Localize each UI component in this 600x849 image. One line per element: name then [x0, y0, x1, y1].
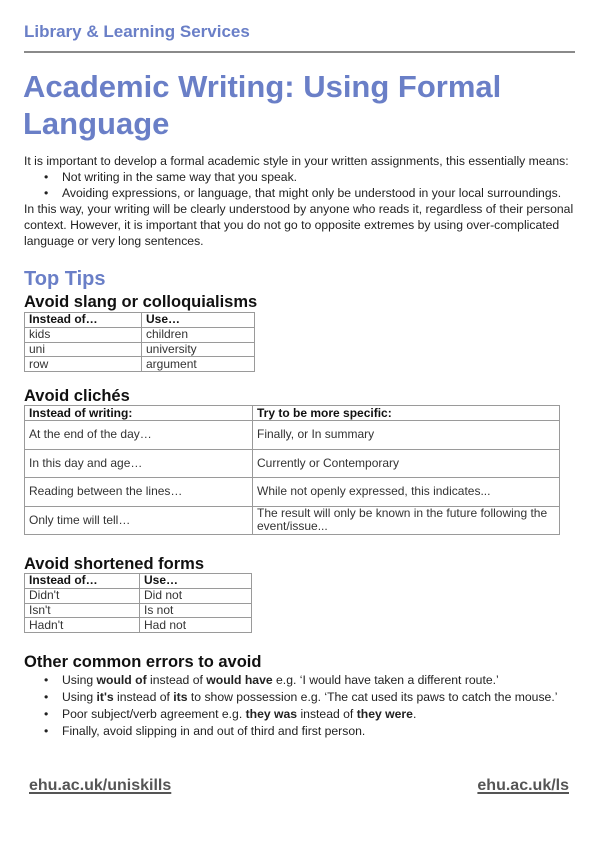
table-row	[25, 357, 255, 372]
table-cell: Hadn't	[25, 618, 140, 633]
table-header-cell: Instead of…	[25, 574, 140, 589]
table-header-cell: Instead of…	[25, 313, 142, 328]
error-text: to show possession e.g. ‘The cat used its paws to catch the mouse.’	[187, 690, 558, 704]
table-header-cell: Use…	[142, 313, 255, 328]
top-tips-heading: Top Tips	[24, 268, 106, 290]
brand-header: Library & Learning Services	[24, 22, 250, 41]
table-row	[25, 588, 252, 603]
error-text: e.g. ‘I would have taken a different route.’	[272, 673, 499, 687]
table-cell: argument	[142, 357, 255, 372]
table-cell: Only time will tell…	[25, 506, 253, 535]
intro-lead: It is important to develop a formal academic style in your written assignments, this essentially means:	[24, 154, 569, 168]
error-item	[62, 672, 584, 689]
error-item	[62, 689, 584, 706]
error-bold: they was	[245, 707, 298, 721]
cliches-heading: Avoid clichés	[24, 387, 130, 405]
table-cell: kids	[25, 327, 142, 342]
slang-heading: Avoid slang or colloquialisms	[24, 293, 258, 311]
table-cell: Did not	[140, 588, 252, 603]
slang-table	[24, 312, 255, 372]
table-row	[25, 449, 560, 478]
error-text: .	[412, 707, 417, 721]
table-cell: row	[25, 357, 142, 372]
table-row	[25, 421, 560, 450]
error-bold: it's	[96, 690, 114, 704]
other-errors-section	[24, 672, 584, 740]
table-header-row	[25, 574, 252, 589]
intro-bullet-list	[24, 169, 584, 201]
table-cell: While not openly expressed, this indicates...	[253, 478, 560, 507]
error-text: Poor subject/verb agreement e.g.	[62, 707, 246, 721]
other-errors-list	[24, 672, 584, 740]
table-cell: Isn't	[25, 603, 140, 618]
error-item	[62, 706, 584, 723]
intro-follow: In this way, your writing will be clearly understood by anyone who reads it, regardless of their personal context. However, it is important that you do not go to opposite extremes by using over-complicated language or very long sentences.	[24, 202, 574, 248]
table-row	[25, 506, 560, 535]
table-cell: The result will only be known in the future following the event/issue...	[253, 506, 560, 535]
table-row	[25, 618, 252, 633]
table-header-cell: Try to be more specific:	[253, 406, 560, 421]
intro-section	[24, 153, 584, 249]
error-text: Using	[62, 690, 97, 704]
table-cell: uni	[25, 342, 142, 357]
table-cell: Currently or Contemporary	[253, 449, 560, 478]
table-cell: In this day and age…	[25, 449, 253, 478]
intro-bullet: • Avoiding expressions, or language, that might only be understood in your local surroundings.	[62, 185, 584, 201]
error-bold: would of	[96, 673, 147, 687]
table-cell: children	[142, 327, 255, 342]
error-bold: would have	[206, 673, 273, 687]
table-row	[25, 603, 252, 618]
error-item	[62, 723, 584, 740]
error-text: instead of	[297, 707, 357, 721]
table-cell: Reading between the lines…	[25, 478, 253, 507]
table-header-cell: Instead of writing:	[25, 406, 253, 421]
table-row	[25, 342, 255, 357]
ls-link[interactable]: ehu.ac.uk/ls	[477, 777, 569, 794]
error-bold: they were	[356, 707, 413, 721]
page-title: Academic Writing: Using Formal Language	[23, 69, 502, 141]
table-cell: Had not	[140, 618, 252, 633]
table-cell: Is not	[140, 603, 252, 618]
other-errors-heading: Other common errors to avoid	[24, 653, 262, 671]
table-header-cell: Use…	[140, 574, 252, 589]
shortened-heading: Avoid shortened forms	[24, 555, 204, 573]
table-header-row	[25, 313, 255, 328]
error-text: instead of	[113, 690, 174, 704]
shortened-forms-table	[24, 573, 252, 633]
error-text: Using	[62, 673, 97, 687]
uniskills-link[interactable]: ehu.ac.uk/uniskills	[29, 777, 172, 794]
table-row	[25, 327, 255, 342]
table-cell: university	[142, 342, 255, 357]
table-cell: Finally, or In summary	[253, 421, 560, 450]
error-text: instead of	[146, 673, 207, 687]
cliches-table	[24, 405, 560, 535]
error-text: Finally, avoid slipping in and out of third and first person.	[62, 724, 366, 738]
table-cell: At the end of the day…	[25, 421, 253, 450]
header-divider	[24, 51, 575, 53]
table-row	[25, 478, 560, 507]
intro-bullet: • Not writing in the same way that you speak.	[62, 169, 584, 185]
table-cell: Didn't	[25, 588, 140, 603]
table-header-row	[25, 406, 560, 421]
error-bold: its	[173, 690, 188, 704]
